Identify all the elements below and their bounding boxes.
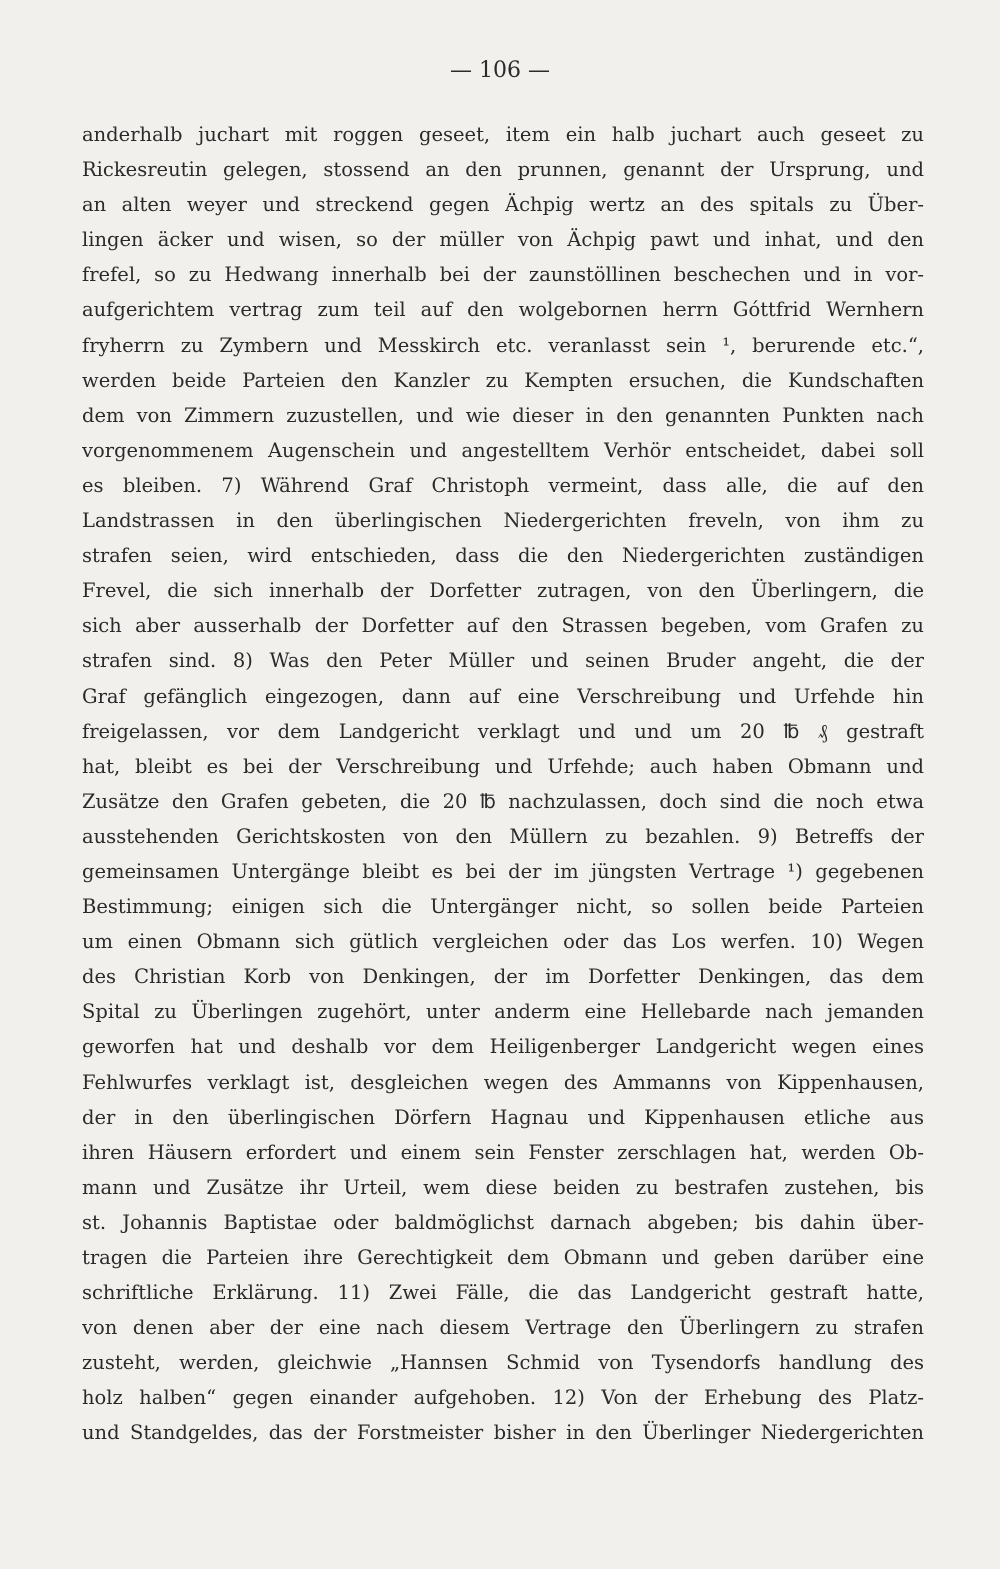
text-line: holz halben“ gegen einander aufgehoben. 12) Von der Erhebung des Platz- [82, 1386, 924, 1410]
text-line: schriftliche Erklärung. 11) Zwei Fälle, die das Landgericht gestraft hatte, [82, 1281, 924, 1305]
text-line: gemeinsamen Untergänge bleibt es bei der im jüngsten Vertrage ¹) gegebenen [82, 859, 924, 883]
text-line: frefel, so zu Hedwang innerhalb bei der zaunstöllinen beschechen und in vor- [82, 263, 924, 287]
text-line: zusteht, werden, gleichwie „Hannsen Schmid von Tysendorfs handlung des [82, 1351, 924, 1375]
text-line: der in den überlingischen Dörfern Hagnau und Kippenhausen etliche aus [82, 1105, 924, 1129]
text-line: Spital zu Überlingen zugehört, unter anderm eine Hellebarde nach jemanden [82, 1000, 924, 1024]
text-line: strafen seien, wird entschieden, dass die den Niedergerichten zuständigen [82, 544, 924, 568]
text-line: Zusätze den Grafen gebeten, die 20 ℔ nachzulassen, doch sind die noch etwa [82, 789, 924, 813]
text-line: lingen äcker und wisen, so der müller von Ächpig pawt und inhat, und den [82, 228, 924, 252]
text-line: fryherrn zu Zymbern und Messkirch etc. veranlasst sein ¹, berurende etc.“, [82, 333, 924, 357]
text-line: strafen sind. 8) Was den Peter Müller und seinen Bruder angeht, die der [82, 649, 924, 673]
text-line: Frevel, die sich innerhalb der Dorfetter zutragen, von den Überlingern, die [82, 579, 924, 603]
text-line: tragen die Parteien ihre Gerechtigkeit dem Obmann und geben darüber eine [82, 1246, 924, 1269]
text-line: es bleiben. 7) Während Graf Christoph vermeint, dass alle, die auf den [82, 473, 924, 497]
text-line: um einen Obmann sich gütlich vergleichen oder das Los werfen. 10) Wegen [82, 930, 924, 954]
text-line: Fehlwurfes verklagt ist, desgleichen wegen des Ammanns von Kippenhausen, [82, 1070, 924, 1094]
page-number: — 106 — [450, 58, 550, 83]
text-line: Bestimmung; einigen sich die Untergänger nicht, so sollen beide Parteien [82, 895, 924, 919]
text-line: ausstehenden Gerichtskosten von den Müllern zu bezahlen. 9) Betreffs der [82, 824, 924, 848]
text-line: anderhalb juchart mit roggen geseet, item ein halb juchart auch geseet zu [82, 123, 924, 146]
text-line: an alten weyer und streckend gegen Ächpig wertz an des spitals zu Über- [82, 193, 924, 217]
text-line: geworfen hat und deshalb vor dem Heiligenberger Landgericht wegen eines [82, 1035, 924, 1059]
text-line: Landstrassen in den überlingischen Niedergerichten freveln, von ihm zu [82, 509, 924, 533]
text-line: mann und Zusätze ihr Urteil, wem diese beiden zu bestrafen zustehen, bis [82, 1175, 924, 1199]
text-line: Graf gefänglich eingezogen, dann auf eine Verschreibung und Urfehde hin [82, 684, 924, 708]
text-line: freigelassen, vor dem Landgericht verklagt und und um 20 ℔ ₰ gestraft [82, 719, 924, 743]
text-line: und Standgeldes, das der Forstmeister bisher in den Überlinger Niedergerichten [82, 1421, 924, 1445]
text-line: vorgenommenem Augenschein und angestelltem Verhör entscheidet, dabei soll [82, 438, 924, 462]
text-line: aufgerichtem vertrag zum teil auf den wolgebornen herrn Góttfrid Wernhern [82, 298, 924, 322]
text-line: hat, bleibt es bei der Verschreibung und Urfehde; auch haben Obmann und [82, 754, 924, 778]
body-text [82, 117, 924, 1451]
text-line: Rickesreutin gelegen, stossend an den prunnen, genannt der Ursprung, und [82, 158, 924, 182]
text-line: werden beide Parteien den Kanzler zu Kempten ersuchen, die Kundschaften [82, 368, 924, 392]
text-line: des Christian Korb von Denkingen, der im Dorfetter Denkingen, das dem [82, 965, 924, 989]
text-line: ihren Häusern erfordert und einem sein Fenster zerschlagen hat, werden Ob- [82, 1140, 924, 1164]
text-line: sich aber ausserhalb der Dorfetter auf den Strassen begeben, vom Grafen zu [82, 614, 924, 638]
text-line: von denen aber der eine nach diesem Vertrage den Überlingern zu strafen [82, 1316, 924, 1340]
text-line: st. Johannis Baptistae oder baldmöglichst darnach abgeben; bis dahin über- [82, 1210, 924, 1234]
text-line: dem von Zimmern zuzustellen, und wie dieser in den genannten Punkten nach [82, 403, 924, 427]
